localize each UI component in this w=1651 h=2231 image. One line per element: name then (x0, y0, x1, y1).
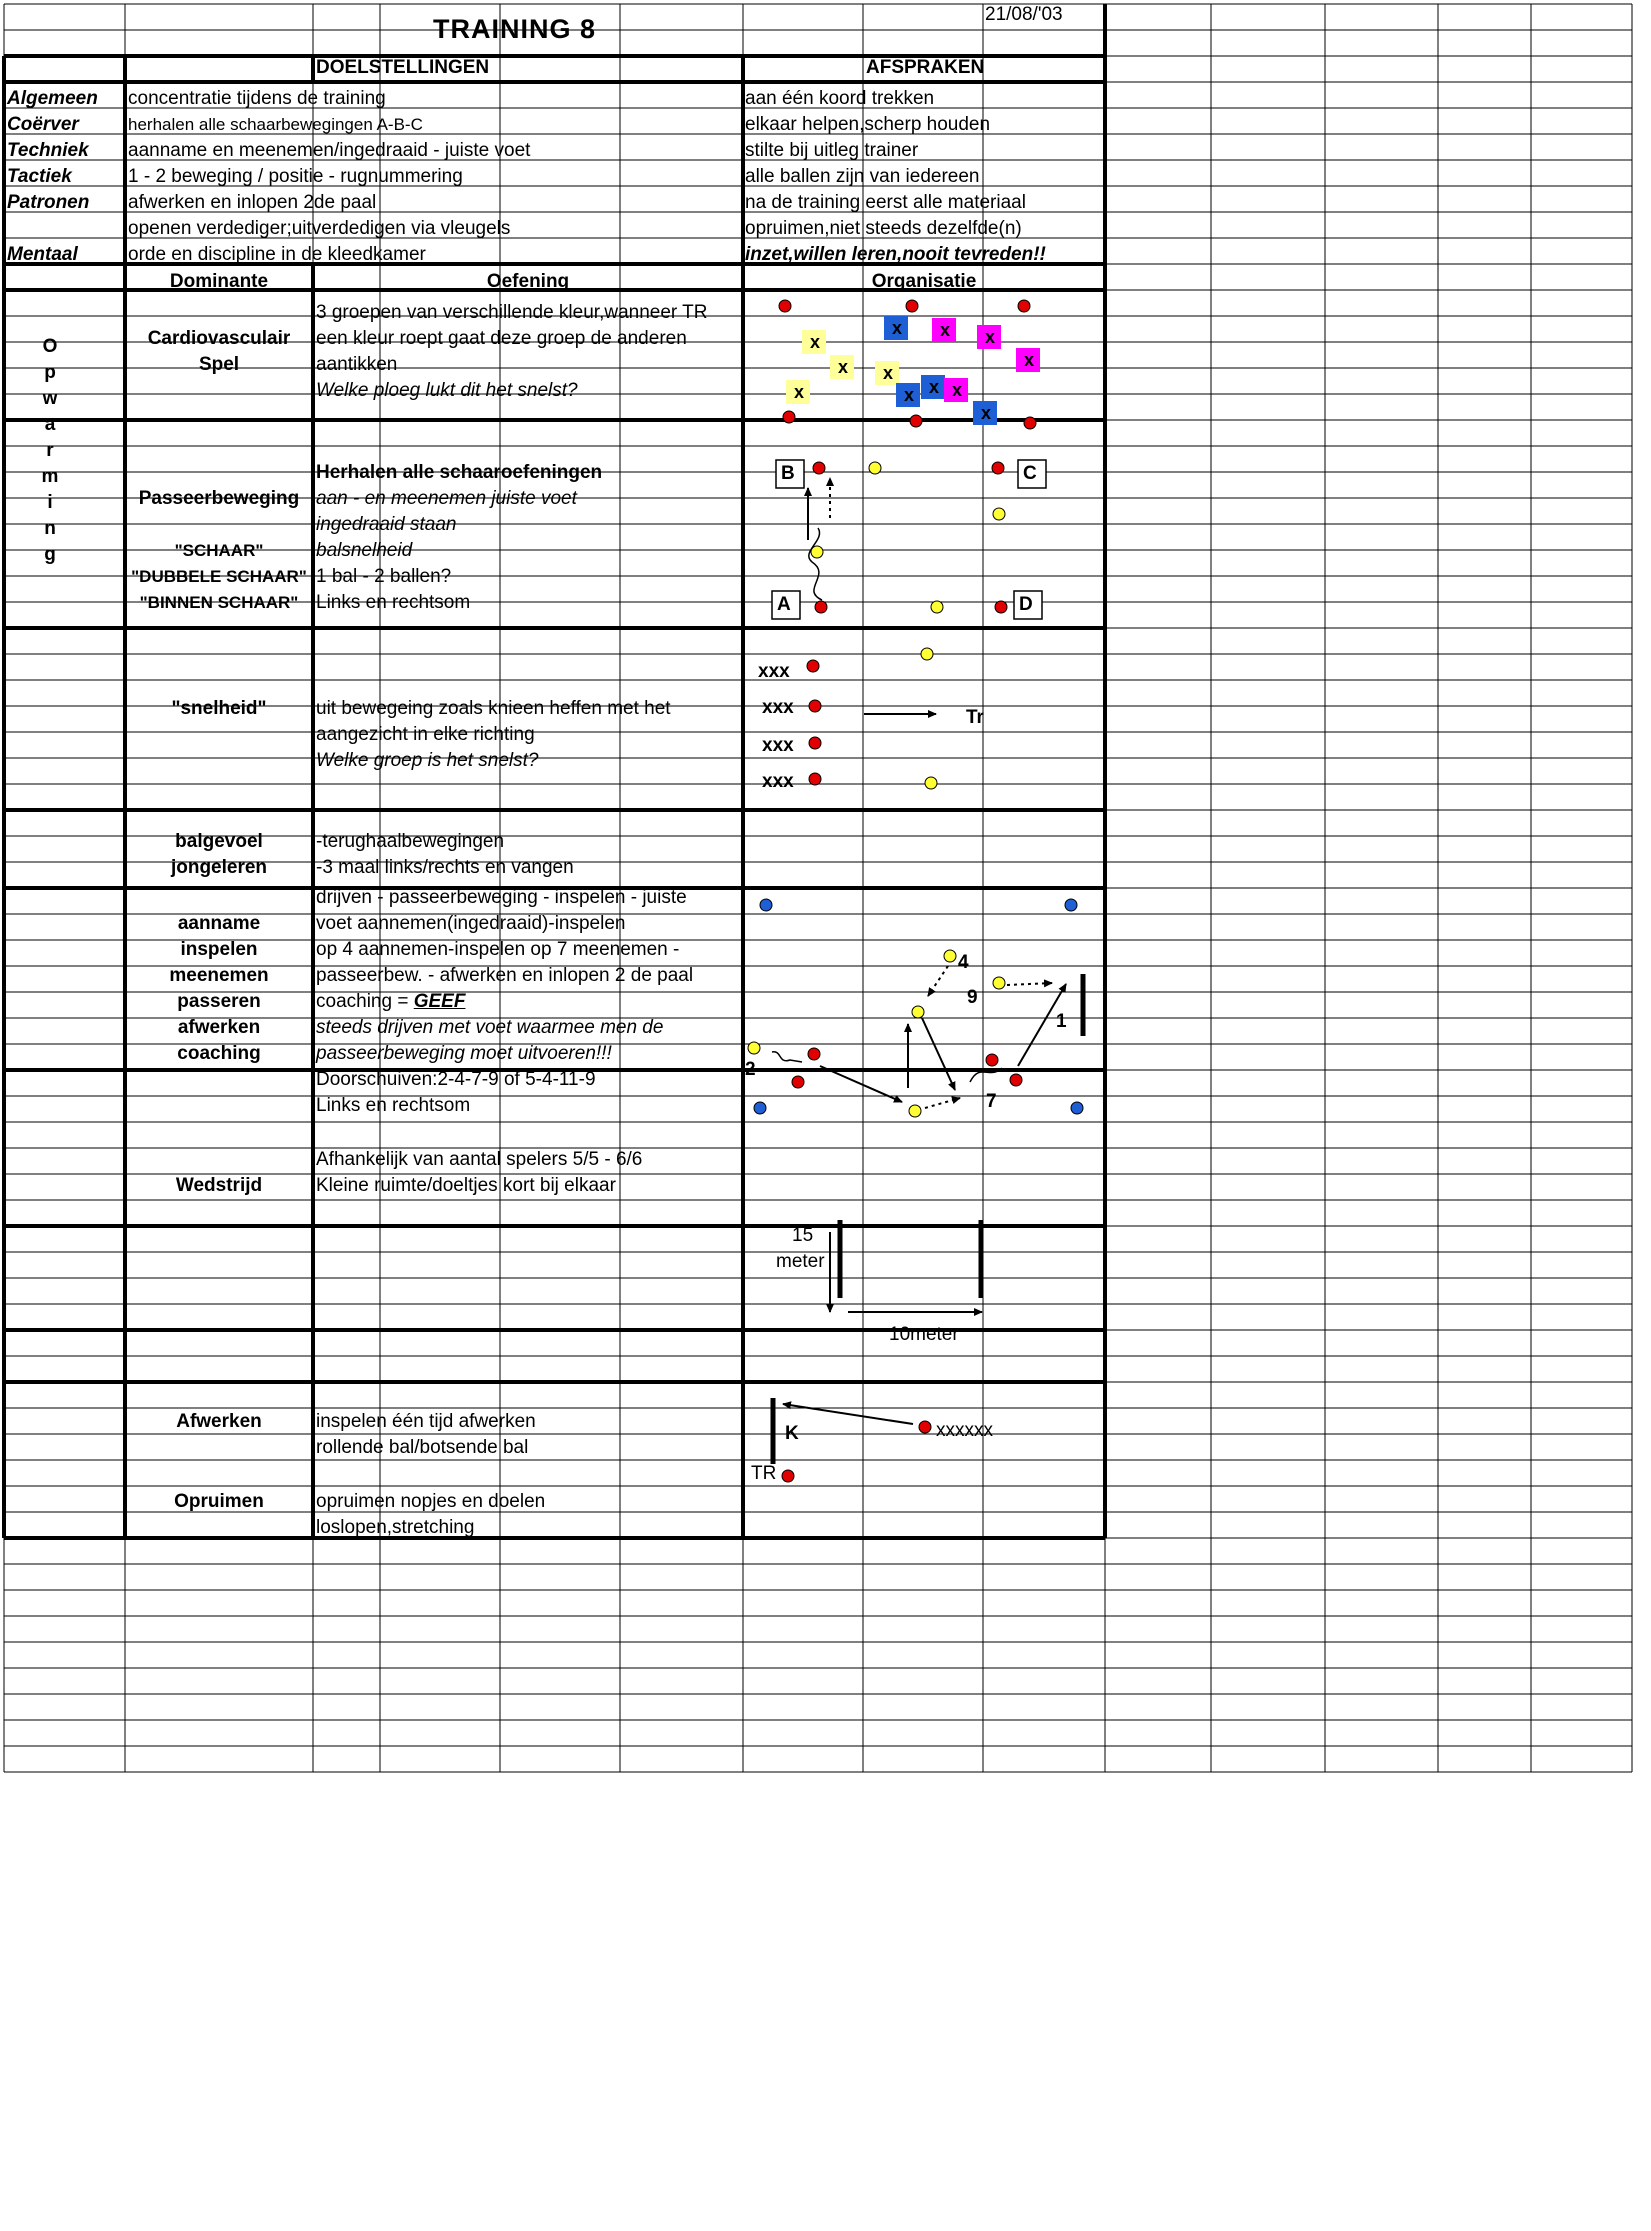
cone-blue-tr (1065, 899, 1077, 911)
oef-b6-line1: Afhankelijk van aantal spelers 5/5 - 6/6 (316, 1149, 643, 1170)
player-blue-square-mark: x (981, 403, 992, 423)
patroon-num-2: 2 (745, 1059, 756, 1080)
player-yellow-s1 (921, 648, 933, 660)
oef-b2-line1: Herhalen alle schaaroefeningen (316, 462, 603, 483)
goal-doel-tactiek: 1 - 2 beweging / positie - rugnummering (128, 166, 463, 187)
player-yellow-2 (748, 1042, 760, 1054)
oef-b2-line4: balsnelheid (316, 540, 413, 561)
patroon-num-7: 7 (986, 1091, 997, 1112)
oef-b5-line3: op 4 aannemen-inspelen op 7 meenemen - (316, 939, 680, 960)
dom-balgevoel: balgevoel (175, 831, 263, 852)
dom-afwerken-2: Afwerken (176, 1411, 262, 1432)
player-red-s1 (807, 660, 819, 672)
player-yellow-bottom (931, 601, 943, 613)
patroon-num-1: 1 (1056, 1011, 1067, 1032)
oef-b4-line1: -terughaalbewegingen (316, 831, 505, 852)
oef-b2-line5: 1 bal - 2 ballen? (316, 566, 452, 587)
section-afspraken: AFSPRAKEN (866, 57, 985, 78)
goal-afspraak-patronen: na de training eerst alle materiaal (745, 192, 1026, 213)
snelheid-xxx-2: xxx (762, 697, 794, 718)
oef-b5-line4: passeerbew. - afwerken en inlopen 2 de paal (316, 965, 694, 986)
goal-afspraak-mentaal: inzet,willen leren,nooit tevreden!! (745, 244, 1046, 265)
patroon-num-9: 9 (967, 987, 978, 1008)
dribble-squiggle (772, 1052, 802, 1062)
player-yellow-9 (993, 977, 1005, 989)
col-organisatie: Organisatie (871, 271, 977, 292)
player-red-b (813, 462, 825, 474)
goal-label-techniek: Techniek (7, 140, 89, 161)
player-yellow-square-mark: x (883, 363, 894, 383)
goal-label-tactiek: Tactiek (7, 166, 72, 187)
dom-aanname: aanname (177, 913, 261, 934)
dom-coaching: coaching (177, 1043, 261, 1064)
player-red-b1 (779, 300, 791, 312)
run-arrow-diag (922, 1018, 955, 1090)
pass-arrow-bottom (925, 1098, 960, 1108)
dom-cardiovasculair: Cardiovasculair (147, 328, 291, 349)
player-yellow-right (993, 508, 1005, 520)
goal-doel-patronen: afwerken en inlopen 2de paal (128, 192, 377, 213)
player-red-b1 (783, 411, 795, 423)
shot-arrow-afwerken (783, 1404, 913, 1424)
dom-meenemen: meenemen (169, 965, 269, 986)
player-yellow-mid (912, 1006, 924, 1018)
player-red-s4 (809, 773, 821, 785)
player-red-d (995, 601, 1007, 613)
player-blue-square-mark: x (892, 318, 903, 338)
oef-b6-line2: Kleine ruimte/doeltjes kort bij elkaar (316, 1175, 616, 1196)
oef-b2-line2: aan - en meenemen juiste voet (316, 488, 577, 509)
oef-b4-line2: -3 maal links/rechts en vangen (316, 857, 574, 878)
player-yellow-4 (944, 950, 956, 962)
wedstrijd-15: 15 (792, 1225, 814, 1246)
dom-snelheid: "snelheid" (171, 698, 267, 719)
player-red-shooter (919, 1421, 931, 1433)
player-red-7b (1010, 1074, 1022, 1086)
oef-b5-line8: Doorschuiven:2-4-7-9 of 5-4-11-9 (316, 1069, 596, 1090)
player-blue-square-mark: x (929, 377, 940, 397)
player-magenta-square-mark: x (952, 380, 963, 400)
oef-b5-line5: coaching = GEEF (316, 991, 466, 1012)
oef-b3-line3: Welke groep is het snelst? (316, 750, 539, 771)
goal-afspraak-algemeen: aan één koord trekken (745, 88, 935, 109)
dom-afwerken: afwerken (177, 1017, 261, 1038)
oef-b8-line2: loslopen,stretching (316, 1517, 475, 1538)
player-yellow-square-mark: x (810, 332, 821, 352)
player-yellow-top (869, 462, 881, 474)
oef-b5-line6: steeds drijven met voet waarmee men de (316, 1017, 664, 1038)
col-oefening: Oefening (486, 271, 570, 292)
player-red-b1 (910, 415, 922, 427)
player-red-2a (808, 1048, 820, 1060)
col-dominante: Dominante (169, 271, 269, 292)
dom-spel: Spel (198, 354, 240, 375)
goal-doel-coerver: herhalen alle schaarbewegingen A-B-C (128, 115, 423, 134)
goal-label-algemeen: Algemeen (7, 88, 98, 109)
oef-b3-line1: uit bewegeing zoals knieen heffen met het (316, 698, 671, 719)
training-date: 21/08/'03 (985, 4, 1063, 25)
oef-b5-line1: drijven - passeerbeweging - inspelen - juiste (316, 887, 687, 908)
oef-b5-line7: passeerbeweging moet uitvoeren!!! (316, 1043, 612, 1064)
player-yellow-s2 (925, 777, 937, 789)
diagram-label-b: B (781, 463, 795, 484)
player-red-s3 (809, 737, 821, 749)
goal-afspraak-tactiek: alle ballen zijn van iedereen (745, 166, 980, 187)
goal-label-mentaal: Mentaal (7, 244, 78, 265)
dom-opruimen: Opruimen (174, 1491, 264, 1512)
oef-b1-line3: aantikken (316, 354, 398, 375)
training-title: TRAINING 8 (433, 14, 597, 44)
oef-b7-line2: rollende bal/botsende bal (316, 1437, 529, 1458)
snelheid-xxx-3: xxx (762, 735, 794, 756)
patroon-num-4: 4 (958, 952, 969, 973)
diagram-label-c: C (1023, 463, 1037, 484)
section-doelstellingen: DOELSTELLINGEN (316, 57, 490, 78)
dom-passeerbeweging: Passeerbeweging (138, 488, 300, 509)
oef-b8-line1: opruimen nopjes en doelen (316, 1491, 546, 1512)
player-red-b1 (1018, 300, 1030, 312)
dom-passeren: passeren (177, 991, 261, 1012)
cone-blue-br (1071, 1102, 1083, 1114)
goal-label-patronen: Patronen (7, 192, 90, 213)
oef-b2-line3: ingedraaid staan (316, 514, 457, 535)
oef-b2-line6: Links en rechtsom (316, 592, 471, 613)
oef-b7-line1: inspelen één tijd afwerken (316, 1411, 536, 1432)
player-yellow-bottom-5 (909, 1105, 921, 1117)
wedstrijd-10meter: 10meter (889, 1324, 959, 1345)
player-magenta-square-mark: x (940, 320, 951, 340)
goal-doel-techniek: aanname en meenemen/ingedraaid - juiste voet (128, 140, 531, 161)
player-red-s2 (809, 700, 821, 712)
oef-b1-line1: 3 groepen van verschillende kleur,wanneer TR (316, 302, 708, 323)
player-magenta-square-mark: x (985, 327, 996, 347)
player-yellow-square-mark: x (838, 357, 849, 377)
player-red-7a (986, 1054, 998, 1066)
goal-doel-mentaal: orde en discipline in de kleedkamer (128, 244, 426, 265)
player-red-2b (792, 1076, 804, 1088)
goal-afspraak-coerver: elkaar helpen,scherp houden (745, 114, 991, 135)
cone-blue-bl (754, 1102, 766, 1114)
wedstrijd-meter: meter (776, 1251, 825, 1272)
goal-afspraak-techniek: stilte bij uitleg trainer (745, 140, 919, 161)
diagram-label-a: A (777, 594, 791, 615)
diagram-label-d: D (1019, 594, 1033, 615)
dom-wedstrijd: Wedstrijd (175, 1175, 263, 1196)
player-red-c (992, 462, 1004, 474)
oef-b1-line4: Welke ploeg lukt dit het snelst? (316, 380, 578, 401)
player-blue-square-mark: x (904, 385, 915, 405)
snelheid-tr: Tr (966, 707, 984, 728)
oef-b5-line2: voet aannemen(ingedraaid)-inspelen (316, 913, 626, 934)
player-red-a (815, 601, 827, 613)
dom-dubbele-schaar: "DUBBELE SCHAAR" (131, 567, 307, 586)
goal-afspraak-opruimen: opruimen,niet steeds dezelfde(n) (745, 218, 1022, 239)
snelheid-xxx-4: xxx (762, 771, 794, 792)
dom-schaar: "SCHAAR" (174, 541, 264, 560)
afwerken-xxxxxx: xxxxxx (936, 1420, 993, 1441)
cone-blue-tl (760, 899, 772, 911)
pass-arrow-9 (1007, 983, 1052, 985)
player-magenta-square-mark: x (1024, 350, 1035, 370)
dom-binnen-schaar: "BINNEN SCHAAR" (139, 593, 299, 612)
oef-b5-line9: Links en rechtsom (316, 1095, 471, 1116)
dribble-curve (809, 528, 822, 600)
player-red-trainer (782, 1470, 794, 1482)
afwerken-tr: TR (751, 1463, 777, 1484)
oef-b3-line2: aangezicht in elke richting (316, 724, 535, 745)
goal-label-coerver: Coërver (7, 114, 79, 135)
player-red-b1 (906, 300, 918, 312)
snelheid-xxx-1: xxx (758, 661, 790, 682)
coaching-geef: GEEF (413, 991, 466, 1012)
afwerken-k: K (785, 1423, 799, 1444)
dom-inspelen: inspelen (180, 939, 258, 960)
goal-doel-algemeen: concentratie tijdens de training (128, 88, 386, 109)
player-yellow-square-mark: x (794, 382, 805, 402)
oef-b1-line2: een kleur roept gaat deze groep de anderen (316, 328, 687, 349)
goal-doel-openen: openen verdediger;uitverdedigen via vleugels (128, 218, 511, 239)
player-red-b1 (1024, 417, 1036, 429)
dom-jongeleren: jongeleren (170, 857, 268, 878)
